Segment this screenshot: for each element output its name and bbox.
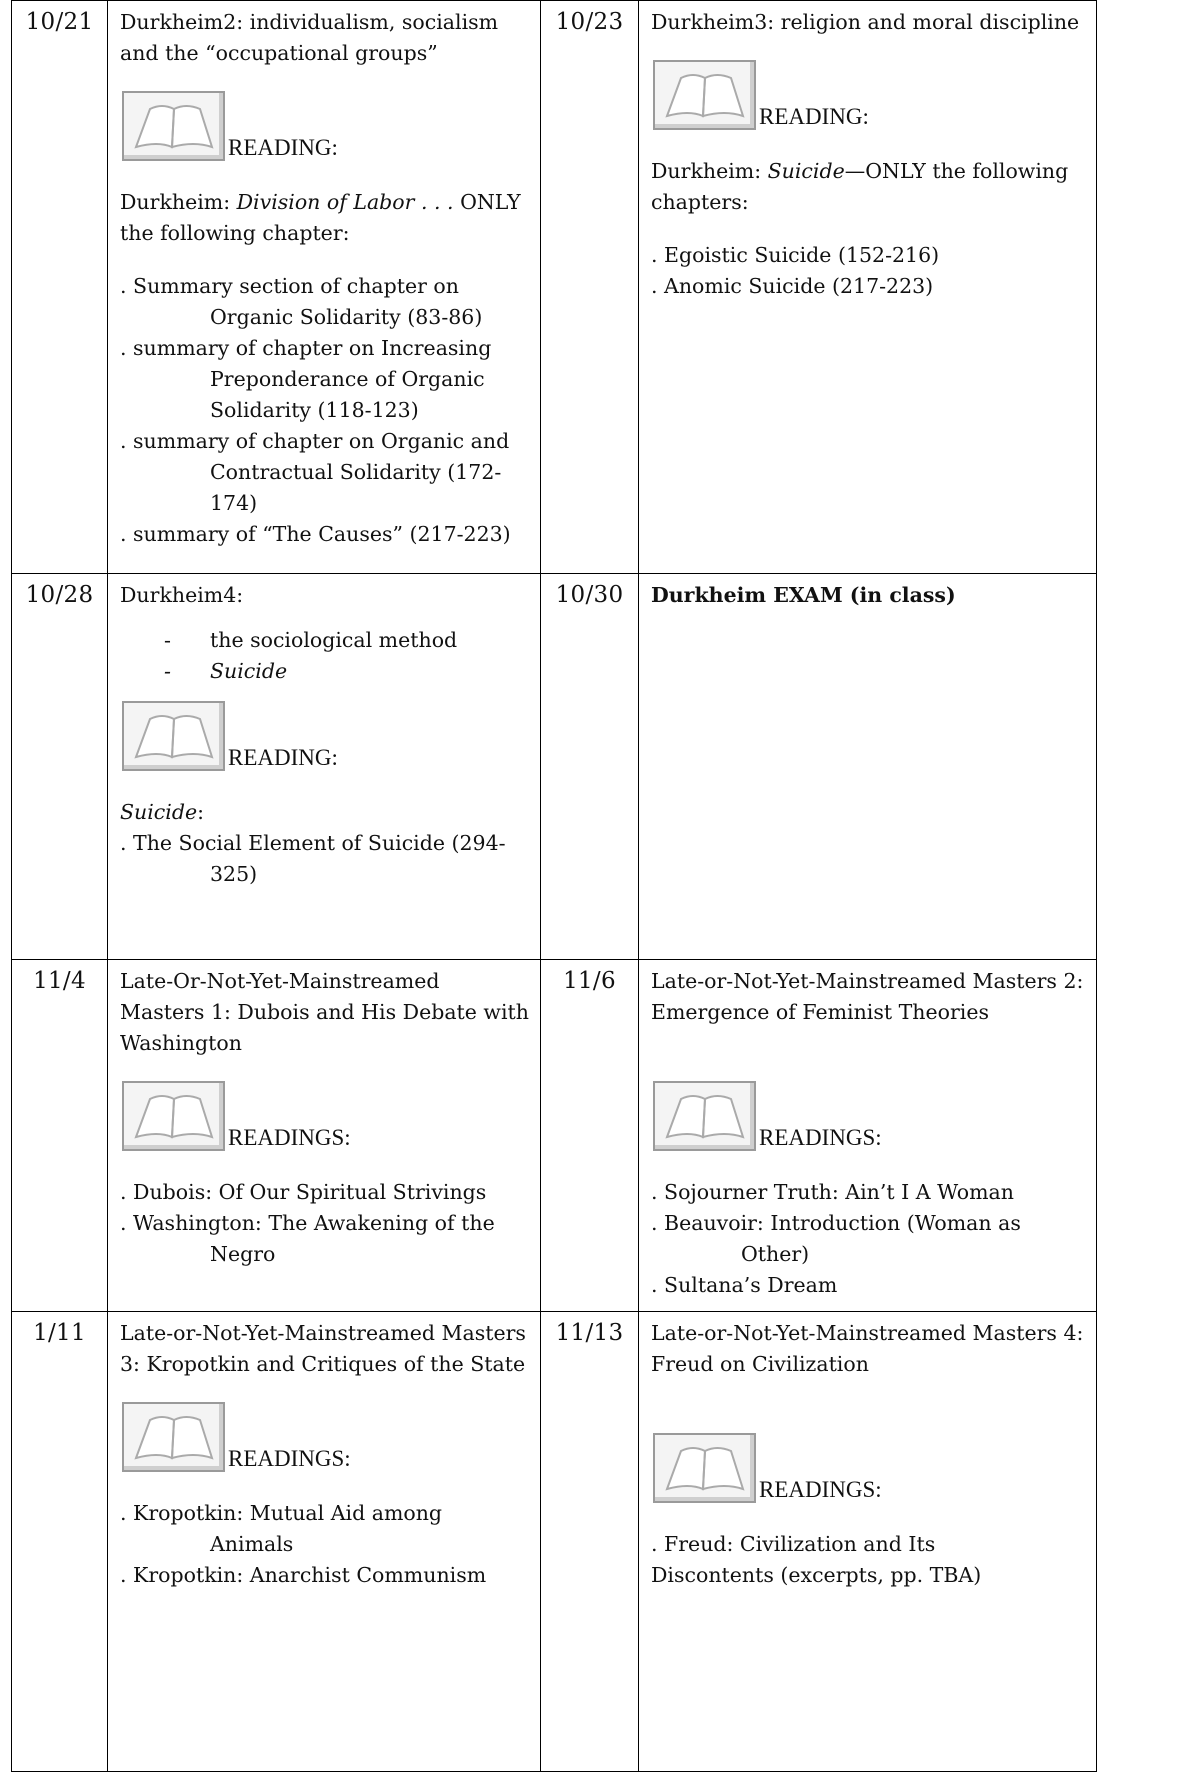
reading-item: . Anomic Suicide (217-223): [651, 274, 934, 298]
session-topic: Durkheim3: religion and moral discipline: [651, 10, 1080, 34]
reading-item-cont: Organic Solidarity (83-86): [210, 305, 483, 329]
session-cell: [639, 1312, 1097, 1772]
reading-lead: Suicide:: [120, 800, 205, 824]
reading-label: READINGS:: [759, 1477, 882, 1502]
reading-item-cont: Animals: [210, 1532, 294, 1556]
book-icon: [122, 91, 225, 161]
reading-item: Discontents (excerpts, pp. TBA): [651, 1563, 982, 1587]
reading-lead: Durkheim: Division of Labor . . . ONLY the following chapter:: [120, 190, 521, 245]
date-cell: 11/6: [541, 960, 639, 1312]
reading-label: READING:: [759, 104, 869, 129]
reading-header: [651, 1081, 1086, 1151]
reading-label: READING:: [228, 745, 338, 770]
reading-header: [120, 1402, 530, 1472]
schedule-row: [12, 1312, 1097, 1772]
book-icon: [122, 701, 225, 771]
reading-item-cont: 174): [210, 491, 258, 515]
session-topic: Late-Or-Not-Yet-Mainstreamed Masters 1: Dubois and His Debate with Washington: [120, 969, 529, 1055]
date-cell: 10/23: [541, 1, 639, 574]
reading-label: READING:: [228, 135, 338, 160]
session-cell: [108, 574, 541, 960]
reading-item: . The Social Element of Suicide (294-: [120, 831, 506, 855]
schedule-row: [12, 960, 1097, 1312]
schedule-row: [12, 1, 1097, 574]
reading-item-cont: Preponderance of Organic: [210, 367, 485, 391]
reading-lead: Durkheim: Suicide—ONLY the following chapters:: [651, 159, 1069, 214]
reading-item: . Kropotkin: Anarchist Communism: [120, 1563, 487, 1587]
session-topic: Durkheim EXAM (in class): [651, 583, 956, 607]
reading-item-cont: 325): [210, 862, 258, 886]
session-cell: [108, 1, 541, 574]
date-cell: 10/30: [541, 574, 639, 960]
date-cell: 10/28: [12, 574, 108, 960]
session-topic: Durkheim4:: [120, 583, 244, 607]
schedule-row: [12, 574, 1097, 960]
reading-item-cont: Solidarity (118-123): [210, 398, 419, 422]
session-cell: [639, 574, 1097, 960]
session-topic: Late-or-Not-Yet-Mainstreamed Masters 4: Freud on Civilization: [651, 1321, 1084, 1376]
session-cell: [108, 1312, 541, 1772]
reading-header: [651, 60, 1086, 130]
reading-item-cont: Contractual Solidarity (172-: [210, 460, 502, 484]
reading-item-cont: Other): [741, 1242, 810, 1266]
topic-list-item: - the sociological method: [120, 625, 530, 656]
book-icon: [653, 60, 756, 130]
reading-item: . Kropotkin: Mutual Aid among: [120, 1501, 443, 1525]
book-icon: [653, 1081, 756, 1151]
date-cell: 11/4: [12, 960, 108, 1312]
book-icon: [122, 1402, 225, 1472]
reading-header: [651, 1433, 1086, 1503]
reading-item: . Washington: The Awakening of the: [120, 1211, 495, 1235]
session-cell: [639, 960, 1097, 1312]
reading-item: . Freud: Civilization and Its: [651, 1532, 936, 1556]
session-topic: Late-or-Not-Yet-Mainstreamed Masters 2: Emergence of Feminist Theories: [651, 969, 1084, 1024]
session-cell: [639, 1, 1097, 574]
reading-label: READINGS:: [228, 1446, 351, 1471]
topic-list: [120, 625, 530, 687]
reading-label: READINGS:: [759, 1125, 882, 1150]
reading-item: . Sojourner Truth: Ain’t I A Woman: [651, 1180, 1014, 1204]
reading-item: . Beauvoir: Introduction (Woman as: [651, 1211, 1021, 1235]
date-cell: 11/13: [541, 1312, 639, 1772]
date-cell: 10/21: [12, 1, 108, 574]
reading-item: . Egoistic Suicide (152-216): [651, 243, 940, 267]
reading-item: . Summary section of chapter on: [120, 274, 459, 298]
book-icon: [122, 1081, 225, 1151]
reading-item: . summary of chapter on Organic and: [120, 429, 510, 453]
session-topic: Durkheim2: individualism, socialism and the “occupational groups”: [120, 10, 499, 65]
schedule-table: [11, 0, 1097, 1772]
reading-label: READINGS:: [228, 1125, 351, 1150]
reading-header: [120, 701, 530, 771]
reading-header: [120, 91, 530, 161]
reading-item: . summary of chapter on Increasing: [120, 336, 492, 360]
topic-list-item: - Suicide: [120, 656, 530, 687]
date-cell: 1/11: [12, 1312, 108, 1772]
reading-item: . Dubois: Of Our Spiritual Strivings: [120, 1180, 487, 1204]
reading-item-cont: Negro: [210, 1242, 276, 1266]
session-cell: [108, 960, 541, 1312]
reading-item: . summary of “The Causes” (217-223): [120, 522, 511, 546]
session-topic: Late-or-Not-Yet-Mainstreamed Masters 3: Kropotkin and Critiques of the State: [120, 1321, 526, 1376]
reading-header: [120, 1081, 530, 1151]
book-icon: [653, 1433, 756, 1503]
reading-item: . Sultana’s Dream: [651, 1273, 838, 1297]
